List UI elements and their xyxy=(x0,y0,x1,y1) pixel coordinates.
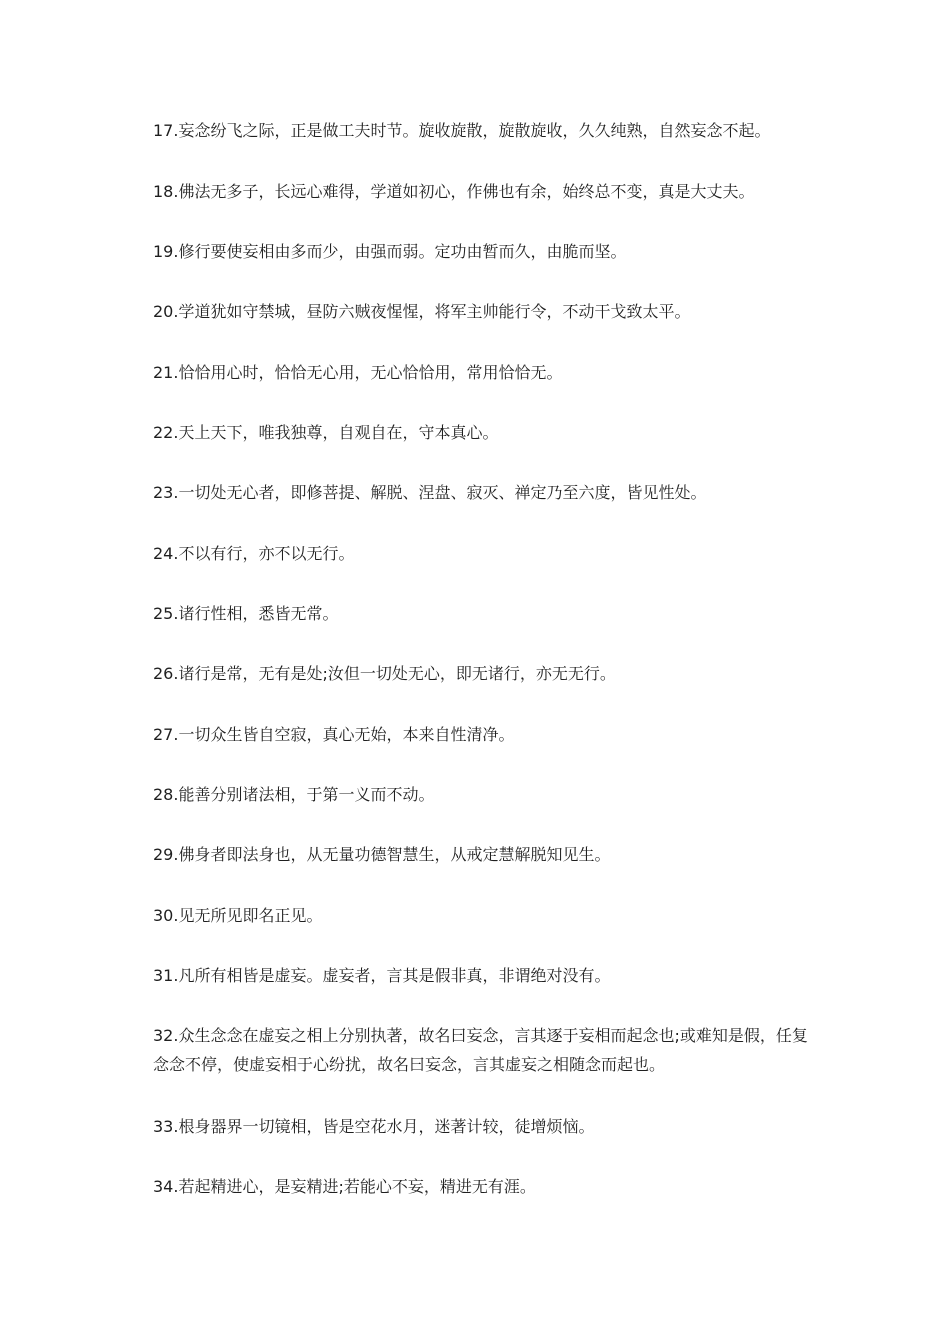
entry-22: 22.天上天下，唯我独尊，自观自在，守本真心。 xyxy=(153,423,499,442)
entry-17: 17.妄念纷飞之际，正是做工夫时节。旋收旋散，旋散旋收，久久纯熟，自然妄念不起。 xyxy=(153,121,771,140)
entry-34: 34.若起精进心，是妄精进;若能心不妄，精进无有涯。 xyxy=(153,1177,536,1196)
entry-33: 33.根身器界一切镜相，皆是空花水月，迷著计较，徒增烦恼。 xyxy=(153,1117,595,1136)
entry-21: 21.恰恰用心时，恰恰无心用，无心恰恰用，常用恰恰无。 xyxy=(153,363,563,382)
entry-30: 30.见无所见即名正见。 xyxy=(153,906,323,925)
entry-23: 23.一切处无心者，即修菩提、解脱、涅盘、寂灭、禅定乃至六度，皆见性处。 xyxy=(153,483,707,502)
entry-29: 29.佛身者即法身也，从无量功德智慧生，从戒定慧解脱知见生。 xyxy=(153,845,611,864)
entry-27: 27.一切众生皆自空寂，真心无始，本来自性清净。 xyxy=(153,725,515,744)
entry-31: 31.凡所有相皆是虚妄。虚妄者，言其是假非真，非谓绝对没有。 xyxy=(153,966,611,985)
entry-20: 20.学道犹如守禁城，昼防六贼夜惺惺，将军主帅能行令，不动干戈致太平。 xyxy=(153,302,691,321)
entry-24: 24.不以有行，亦不以无行。 xyxy=(153,544,355,563)
entry-18: 18.佛法无多子，长远心难得，学道如初心，作佛也有余，始终总不变，真是大丈夫。 xyxy=(153,182,755,201)
entry-28: 28.能善分别诸法相，于第一义而不动。 xyxy=(153,785,435,804)
entry-19: 19.修行要使妄相由多而少，由强而弱。定功由暂而久，由脆而坚。 xyxy=(153,242,627,261)
entry-32: 32.众生念念在虚妄之相上分别执著，故名曰妄念，言其逐于妄相而起念也;或难知是假，任复念念不停，使虚妄相于心纷扰，故名曰妄念，言其虚妄之相随念而起也。 xyxy=(153,1026,808,1074)
entry-26: 26.诸行是常，无有是处;汝但一切处无心，即无诸行，亦无无行。 xyxy=(153,664,616,683)
entry-25: 25.诸行性相，悉皆无常。 xyxy=(153,604,339,623)
